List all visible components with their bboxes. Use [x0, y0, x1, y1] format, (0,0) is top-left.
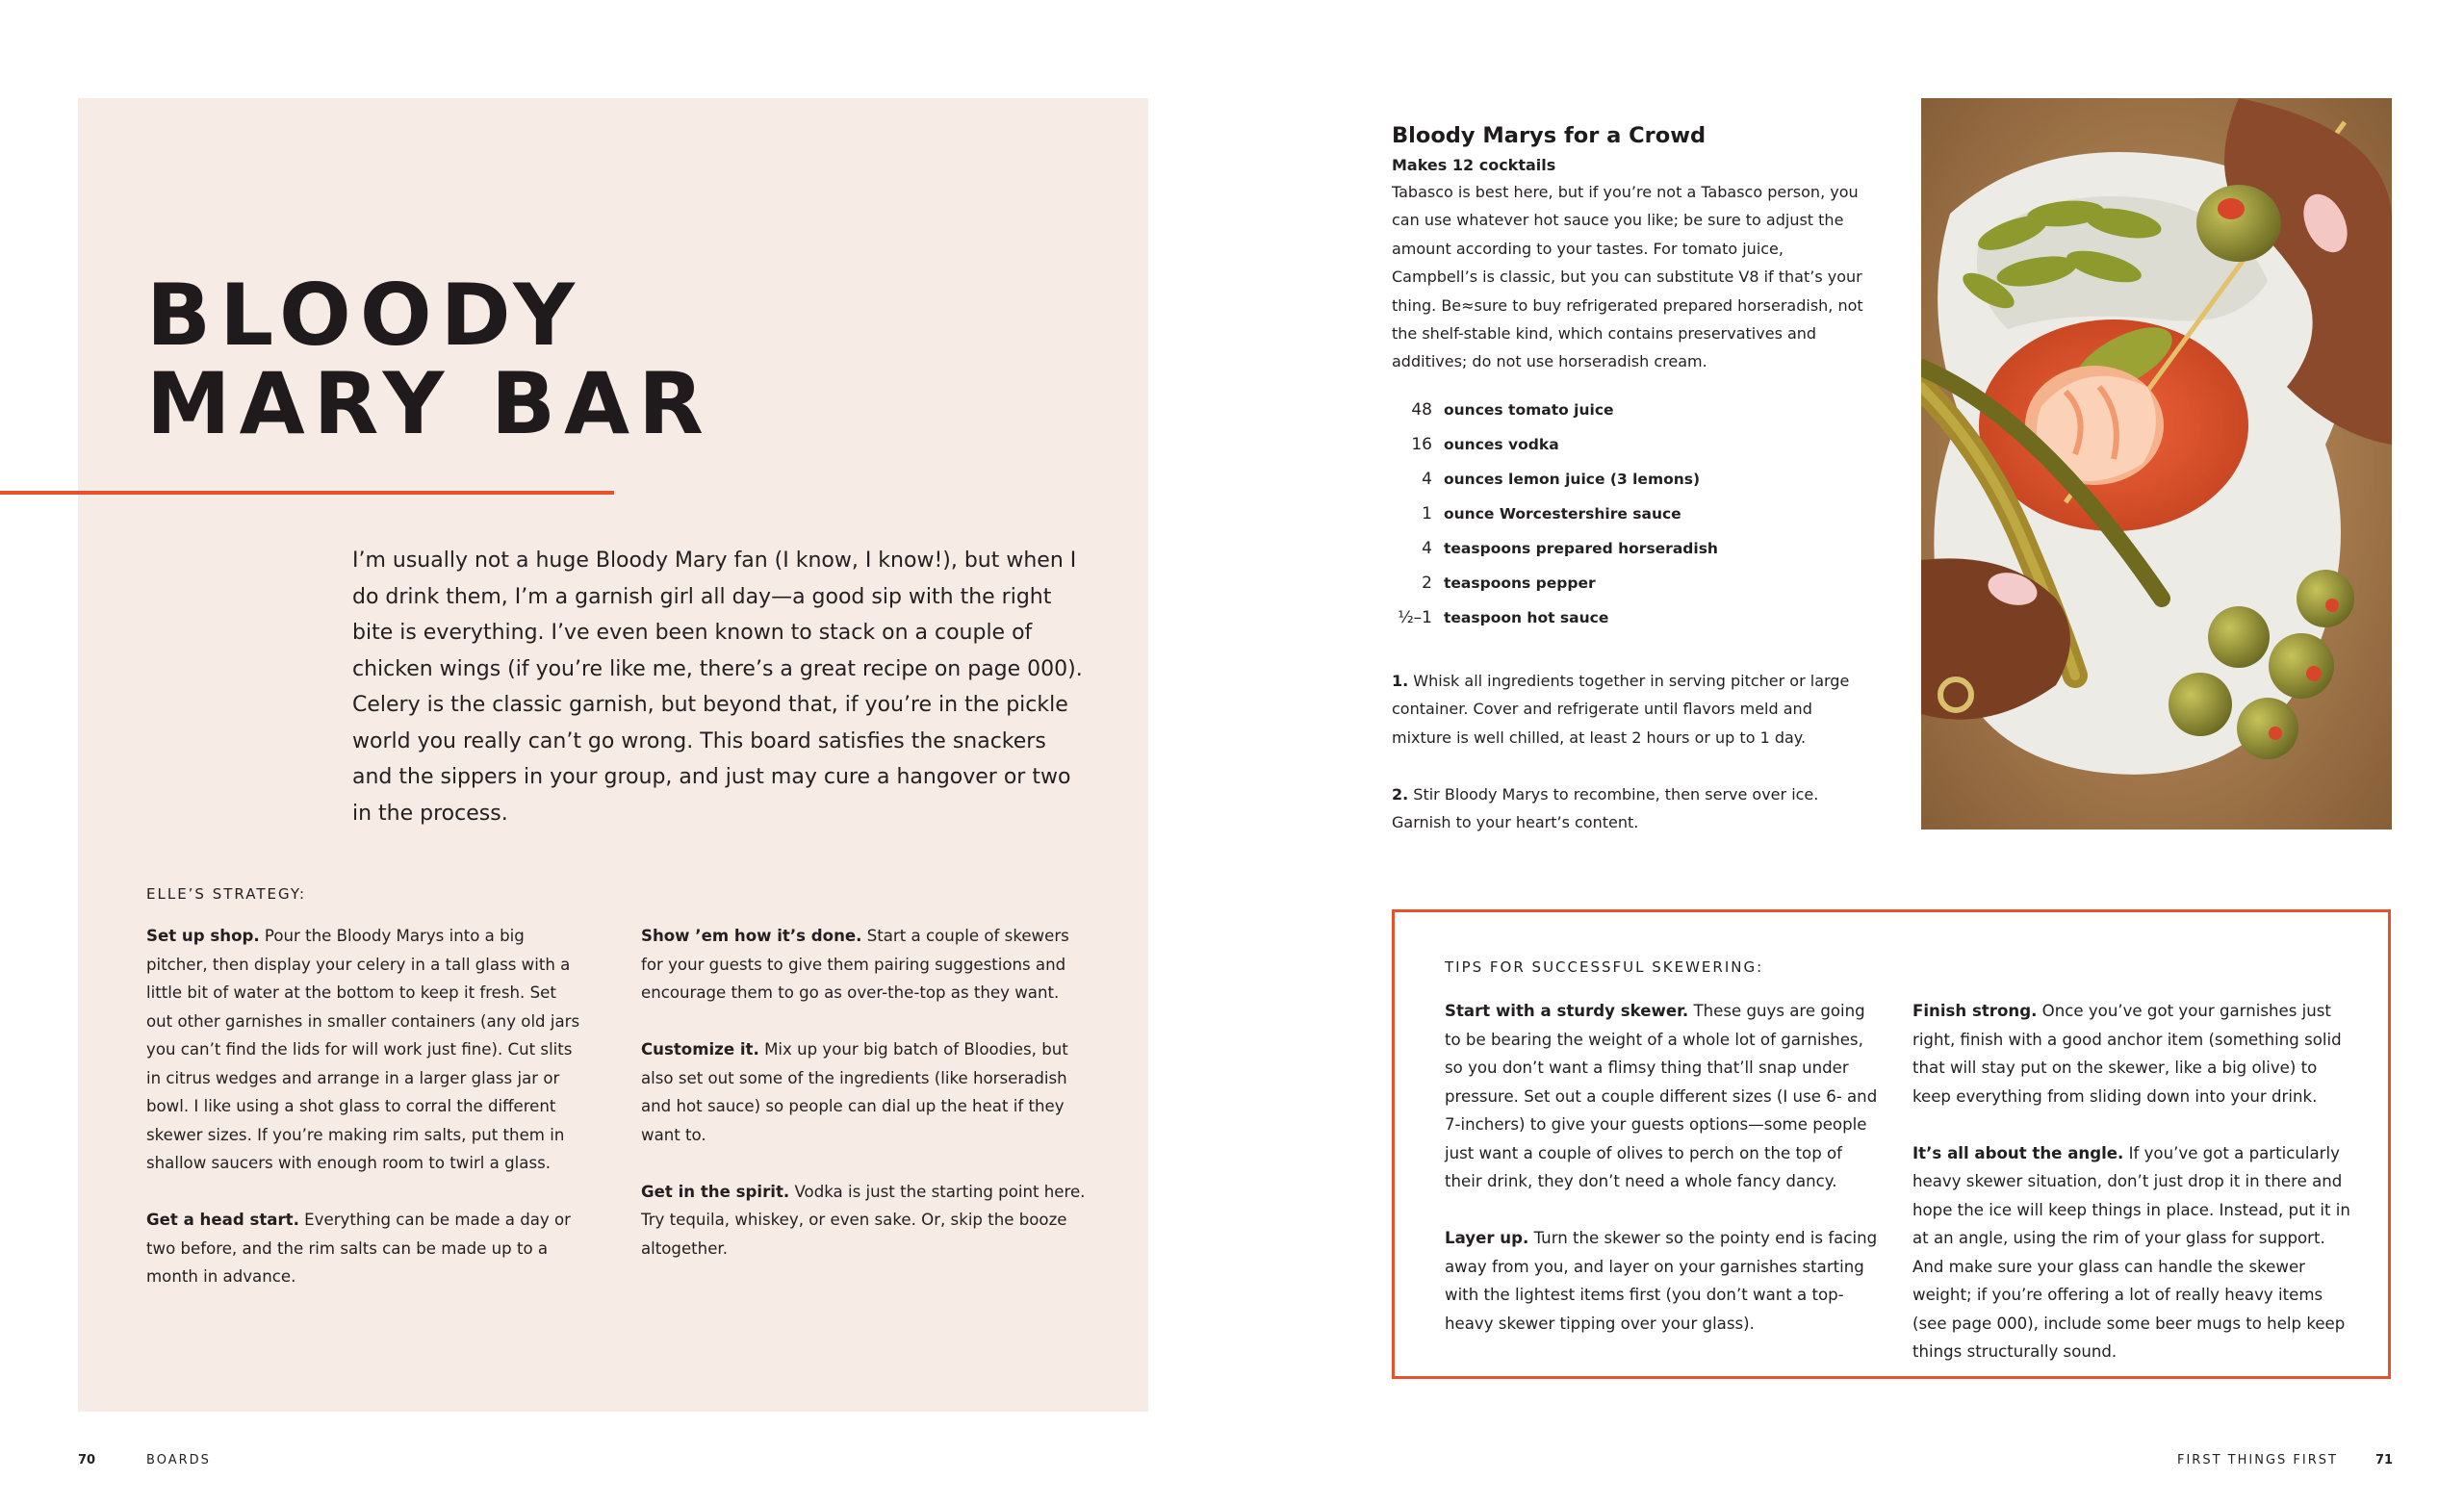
- recipe-title: Bloody Marys for a Crowd: [1392, 123, 1707, 148]
- recipe-step: [1392, 667, 1873, 752]
- strategy-item-text: Vodka is just the starting point here. Try tequila, whiskey, or even sake. Or, skip the booze altogether.: [641, 1182, 1086, 1258]
- recipe-description: Tabasco is best here, but if you’re not a Tabasco person, you can use whatever hot sauce you like; be sure to adjust the amount according to your tastes. For tomato juice, Campbell’s is classic, but you can substitute V8 if that’s your thing. Be≈sure to buy refrigerated prepared horseradish, not the shelf-stable kind, which contains preservatives and additives; do not use horseradish cream.: [1392, 183, 1863, 371]
- tip-item: [1912, 997, 2355, 1110]
- tips-column-right: [1912, 997, 2355, 1394]
- tip-text: If you’ve got a particularly heavy skewer situation, don’t just drop it in there and hope the ice will keep things in place. Instead, put it in at an angle, using the rim of your glass for support. And make sure your glass can handle the skewer weight; if you’re offering a lot of really heavy items (see page 000), include some beer mugs to help keep things structurally sound.: [1912, 1143, 2350, 1361]
- ingredient-qty: 1: [1422, 504, 1432, 523]
- ingredient-qty: 48: [1411, 400, 1432, 420]
- strategy-item-lead: Customize it.: [641, 1040, 759, 1059]
- tips-column-left: [1445, 997, 1878, 1366]
- tip-item: [1912, 1139, 2355, 1366]
- strategy-column-right: [641, 922, 1086, 1291]
- ingredient-qty: 4: [1422, 470, 1432, 489]
- tip-text: Turn the skewer so the pointy end is facing away from you, and layer on your garnishes starting with the lightest items first (you don’t want a top-heavy skewer tipping over your glass).: [1445, 1229, 1878, 1333]
- page-title: [146, 266, 820, 453]
- ingredient-item: ounces vodka: [1444, 436, 1559, 453]
- ingredient-qty: 2: [1422, 574, 1432, 593]
- ingredient-list: [1392, 400, 1873, 643]
- tip-lead: Start with a sturdy skewer.: [1445, 1002, 1689, 1020]
- garnish-illustration: [1921, 98, 2392, 830]
- recipe-step: [1392, 780, 1873, 837]
- ingredient-item: ounces lemon juice (3 lemons): [1444, 471, 1701, 488]
- tip-lead: It’s all about the angle.: [1912, 1143, 2124, 1162]
- ingredient-item: ounce Worcestershire sauce: [1444, 505, 1681, 523]
- ingredient-item: ounces tomato juice: [1444, 401, 1614, 419]
- tip-item: [1445, 997, 1878, 1196]
- strategy-item: [641, 1178, 1086, 1264]
- strategy-item: [641, 922, 1086, 1008]
- tips-box: [1392, 909, 2391, 1379]
- strategy-item: [146, 1206, 584, 1291]
- strategy-item-lead: Show ’em how it’s done.: [641, 927, 862, 945]
- ingredient-row: [1392, 470, 1873, 504]
- step-text: Whisk all ingredients together in serving pitcher or large container. Cover and refrigerate until flavors meld and mixture is well chilled, at least 2 hours or up to 1 day.: [1392, 672, 1850, 747]
- strategy-item-text: Mix up your big batch of Bloodies, but also set out some of the ingredients (like horseradish and hot sauce) so people can dial up the heat if they want to.: [641, 1040, 1068, 1144]
- strategy-item-lead: Get in the spirit.: [641, 1182, 790, 1201]
- strategy-item: [146, 922, 584, 1178]
- accent-rule: [0, 491, 614, 495]
- tip-text: These guys are going to be bearing the weight of a whole lot of garnishes, so you don’t want a flimsy thing that’ll snap under pressure. Set out a couple different sizes (I use 6- and 7-inchers) to give your guests options—some people just want a couple of olives to perch on the top of their drink, they don’t need a whole fancy dancy.: [1445, 1002, 1878, 1190]
- recipe-header: [1392, 119, 1892, 376]
- tip-lead: Finish strong.: [1912, 1002, 2038, 1020]
- step-text: Stir Bloody Marys to recombine, then serve over ice. Garnish to your heart’s content.: [1392, 784, 1819, 832]
- title-line-2: MARY BAR: [146, 354, 712, 453]
- ingredient-row: [1392, 400, 1873, 435]
- ingredient-row: [1392, 504, 1873, 539]
- strategy-item-lead: Set up shop.: [146, 927, 260, 945]
- intro-paragraph: I’m usually not a huge Bloody Mary fan (I know, I know!), but when I do drink them, I’m a garnish girl all day—a good sip with the right bite is everything. I’ve even been known to stack on a couple of chicken wings (if you’re like me, there’s a great recipe on page 000). Celery is the classic garnish, but beyond that, if you’re in the pickle world you really can’t go wrong. This board satisfies the snackers and the sippers in your group, and just may cure a hangover or two in the process.: [352, 549, 1083, 826]
- strategy-item-text: Pour the Bloody Marys into a big pitcher, then display your celery in a tall glass with a little bit of water at the bottom to keep it fresh. Set out other garnishes in smaller containers (any old jars you can’t find the lids for will work just fine). Cut slits in citrus wedges and arrange in a larger glass jar or bowl. I like using a shot glass to corral the different skewer sizes. If you’re making rim salts, put them in shallow saucers with enough room to twirl a glass.: [146, 927, 580, 1172]
- strategy-item-text: Start a couple of skewers for your guests to give them pairing suggestions and encourage them to go as over-the-top as they want.: [641, 927, 1069, 1002]
- garnish-photo: [1921, 98, 2392, 830]
- page-number-left: 70: [78, 1453, 96, 1468]
- ingredient-qty: 16: [1411, 435, 1432, 454]
- ingredient-row: [1392, 435, 1873, 470]
- step-number: 2.: [1392, 784, 1409, 804]
- title-line-1: BLOODY: [146, 266, 583, 365]
- ingredient-item: teaspoons pepper: [1444, 574, 1596, 592]
- ingredient-qty: ½–1: [1398, 608, 1432, 627]
- recipe-steps: [1392, 667, 1873, 865]
- ingredient-item: teaspoon hot sauce: [1444, 609, 1609, 626]
- strategy-item: [641, 1035, 1086, 1149]
- strategy-item-text: Everything can be made a day or two before, and the rim salts can be made up to a month in advance.: [146, 1211, 571, 1286]
- ingredient-row: [1392, 608, 1873, 643]
- running-head-right: FIRST THINGS FIRST: [2177, 1453, 2338, 1468]
- tip-lead: Layer up.: [1445, 1229, 1529, 1247]
- strategy-column-left: [146, 922, 584, 1319]
- strategy-item-lead: Get a head start.: [146, 1211, 299, 1229]
- tips-heading: TIPS FOR SUCCESSFUL SKEWERING:: [1445, 958, 1764, 976]
- recipe-yield: Makes 12 cocktails: [1392, 156, 1556, 174]
- tip-item: [1445, 1224, 1878, 1338]
- ingredient-qty: 4: [1422, 539, 1432, 558]
- tip-text: Once you’ve got your garnishes just right, finish with a good anchor item (something solid that will stay put on the skewer, like a big olive) to keep everything from sliding down into your drink.: [1912, 1002, 2342, 1106]
- strategy-heading: ELLE’S STRATEGY:: [146, 885, 307, 903]
- page-number-right: 71: [2375, 1453, 2394, 1468]
- ingredient-row: [1392, 539, 1873, 574]
- ingredient-item: teaspoons prepared horseradish: [1444, 540, 1718, 557]
- ingredient-row: [1392, 574, 1873, 608]
- step-number: 1.: [1392, 672, 1409, 690]
- running-head-left: BOARDS: [146, 1453, 211, 1468]
